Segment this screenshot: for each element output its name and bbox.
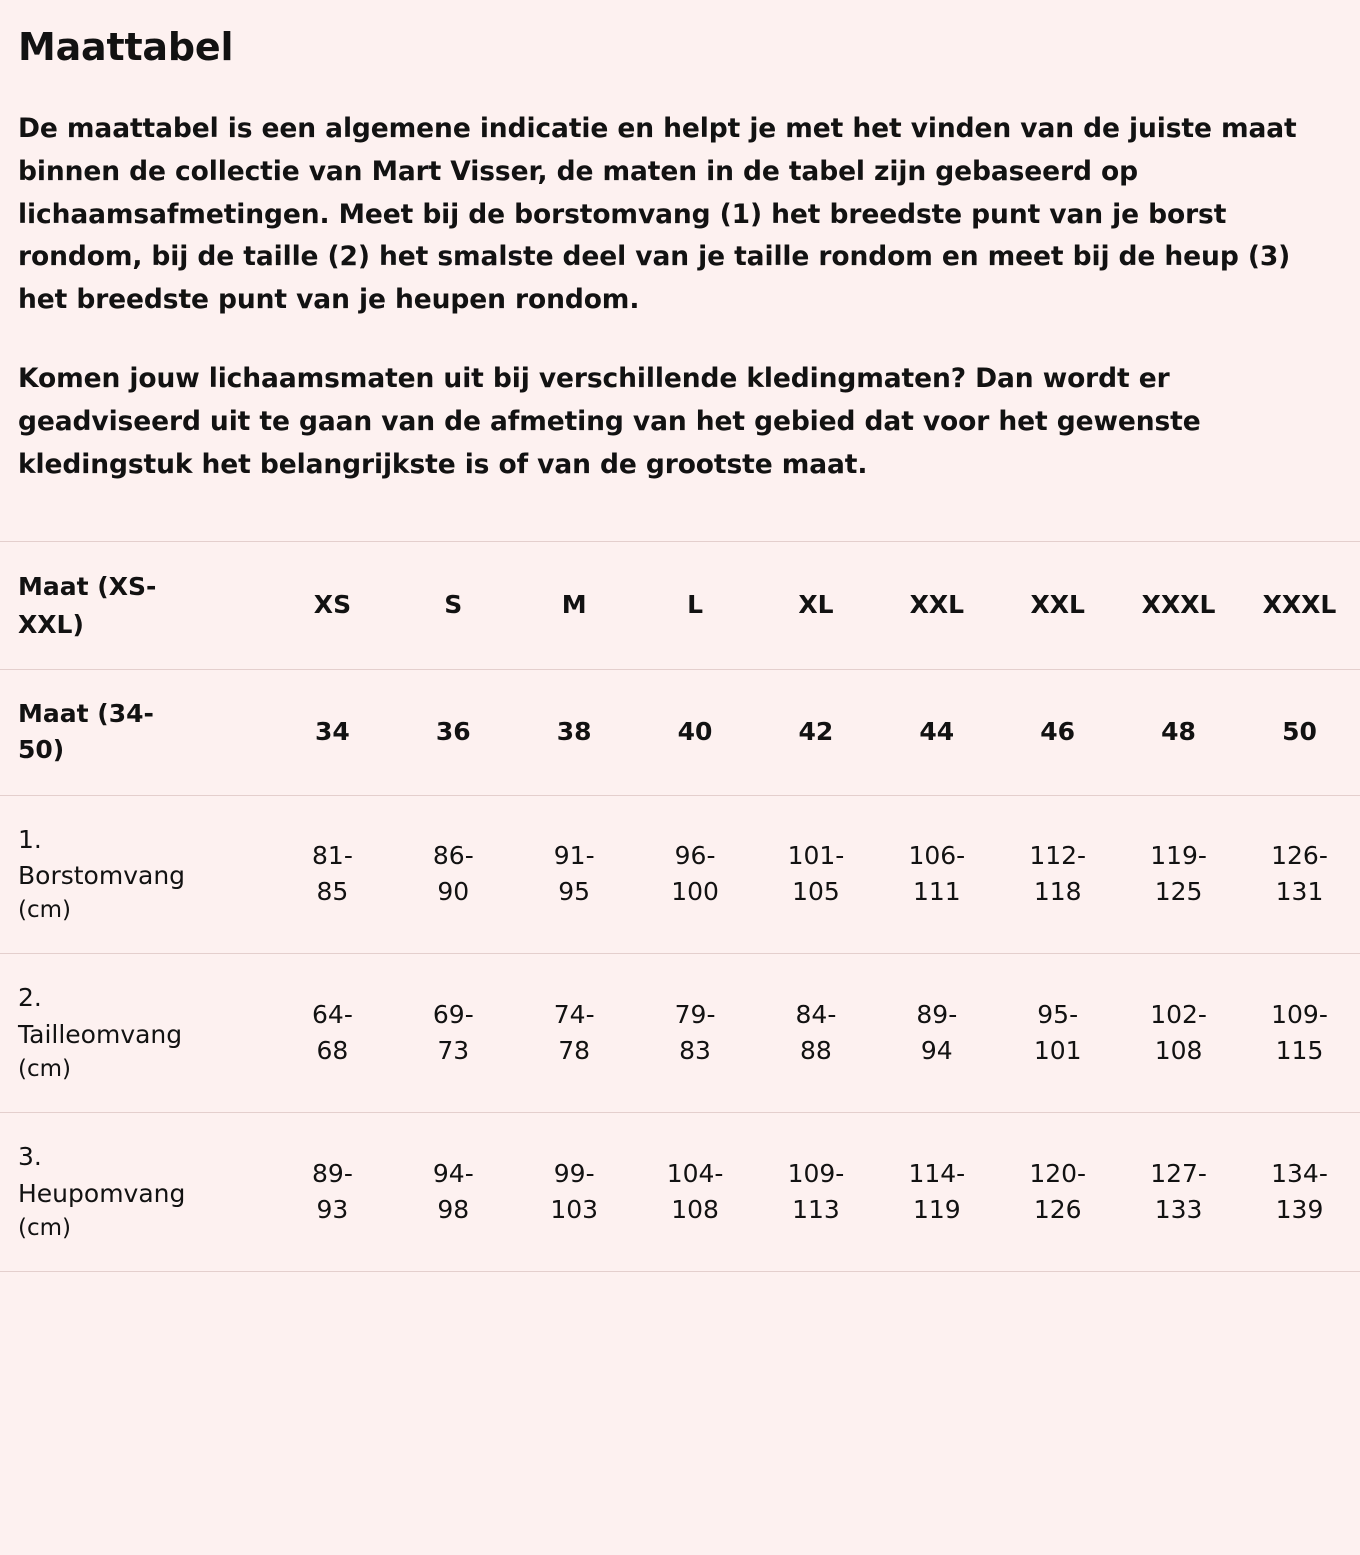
- row-header-size-letters: [0, 542, 272, 670]
- size-letter-cell: S: [444, 590, 463, 620]
- row-header-line-2: Borstomvang: [18, 860, 186, 890]
- range-low: 120-: [1029, 1158, 1087, 1188]
- range-high: 100: [671, 877, 719, 907]
- measurement-cell: [635, 795, 756, 954]
- range-high: 125: [1154, 877, 1203, 907]
- size-letter-cell: XXL: [909, 590, 965, 620]
- range-low: 64-: [312, 1000, 353, 1030]
- size-letter-cell: XXXL: [1262, 590, 1337, 620]
- range-high: 73: [437, 1036, 470, 1066]
- range-low: 84-: [795, 1000, 837, 1030]
- row-header-unit: (cm): [18, 1214, 71, 1241]
- measurement-cell: [272, 1113, 393, 1272]
- range-high: 126: [1033, 1195, 1082, 1225]
- range-high: 78: [558, 1036, 591, 1066]
- size-letter-cell: XXL: [1030, 590, 1085, 620]
- row-header-size-numbers: [0, 670, 272, 796]
- row-header-unit: (cm): [18, 1055, 71, 1082]
- intro-section: [0, 0, 1360, 487]
- range-high: 105: [792, 877, 840, 907]
- range-high: 139: [1275, 1195, 1324, 1225]
- size-number-cell: 48: [1161, 717, 1196, 747]
- range-low: 112-: [1029, 841, 1087, 871]
- range-low: 94-: [432, 1158, 474, 1188]
- row-header-line-1: Maat (XS-: [18, 572, 157, 602]
- measurement-cell: [876, 795, 997, 954]
- measurement-cell: [756, 1113, 877, 1272]
- intro-paragraph-1: De maattabel is een algemene indicatie en helpt je met het vinden van de juiste maat binnen de collectie van Mart Visser, de maten in de tabel zijn gebaseerd op lichaamsafmetingen. Meet bij de borstomvang (1) het breedste punt van je borst rondom, bij de taille (2) het smalste deel van je taille rondom en meet bij de heup (3) het breedste punt van je heupen rondom.: [18, 112, 1297, 316]
- measurement-cell: [1239, 795, 1360, 954]
- size-letter-cell: L: [687, 590, 704, 620]
- size-number-cell: 46: [1040, 717, 1076, 747]
- measurement-cell: [393, 954, 514, 1113]
- row-header-line-2: 50): [18, 735, 65, 765]
- range-high: 83: [679, 1036, 711, 1066]
- measurement-cell: [997, 1113, 1118, 1272]
- range-high: 103: [550, 1195, 599, 1225]
- size-number-cell: 50: [1282, 717, 1317, 747]
- range-high: 98: [437, 1195, 470, 1225]
- range-low: 89-: [916, 1000, 958, 1030]
- measurement-cell: [756, 795, 877, 954]
- size-number-cell: 34: [315, 717, 350, 747]
- range-high: 68: [316, 1036, 349, 1066]
- measurement-cell: [393, 795, 514, 954]
- range-high: 85: [316, 877, 349, 907]
- row-header-hip: [0, 1113, 272, 1272]
- range-high: 113: [792, 1195, 840, 1225]
- range-high: 118: [1033, 877, 1082, 907]
- size-letter-cell: XXXL: [1141, 590, 1216, 620]
- range-low: 126-: [1271, 841, 1328, 871]
- range-low: 119-: [1150, 841, 1207, 871]
- range-low: 109-: [1271, 1000, 1328, 1030]
- measurement-cell: [1239, 1113, 1360, 1272]
- size-letter-cell: XL: [798, 590, 834, 620]
- intro-paragraph-2: Komen jouw lichaamsmaten uit bij verschillende kledingmaten? Dan wordt er geadviseerd uit te gaan van de afmeting van het gebied dat voor het gewenste kledingstuk het belangrijkste is of van de grootste maat.: [18, 363, 1201, 481]
- measurement-cell: [1239, 954, 1360, 1113]
- measurement-cell: [272, 795, 393, 954]
- measurement-cell: [514, 1113, 635, 1272]
- size-number-cell: 40: [677, 717, 713, 747]
- range-high: 101: [1033, 1036, 1082, 1066]
- range-high: 119: [912, 1195, 961, 1225]
- range-low: 69-: [432, 1000, 474, 1030]
- table-row: [0, 954, 1360, 1113]
- measurement-cell: [393, 1113, 514, 1272]
- row-header-unit: (cm): [18, 897, 71, 924]
- range-low: 102-: [1150, 1000, 1207, 1030]
- range-low: 109-: [787, 1158, 845, 1188]
- measurement-cell: [756, 954, 877, 1113]
- row-header-line-2: Tailleomvang: [18, 1019, 183, 1049]
- measurement-cell: [514, 795, 635, 954]
- range-low: 96-: [674, 841, 716, 871]
- range-low: 89-: [312, 1158, 353, 1188]
- row-header-line-1: 1.: [18, 824, 42, 854]
- range-low: 81-: [312, 841, 353, 871]
- range-low: 95-: [1037, 1000, 1079, 1030]
- table-row: [0, 795, 1360, 954]
- row-header-waist: [0, 954, 272, 1113]
- measurement-cell: [1118, 795, 1239, 954]
- range-high: 115: [1275, 1036, 1324, 1066]
- table-row: [0, 542, 1360, 670]
- measurement-cell: [272, 954, 393, 1113]
- range-high: 94: [920, 1036, 953, 1066]
- row-header-line-2: Heupomvang: [18, 1178, 186, 1208]
- range-high: 108: [1154, 1036, 1203, 1066]
- measurement-cell: [876, 954, 997, 1113]
- range-high: 88: [800, 1036, 832, 1066]
- range-low: 134-: [1271, 1158, 1328, 1188]
- measurement-cell: [635, 954, 756, 1113]
- size-number-cell: 36: [435, 717, 471, 747]
- row-header-line-2: XXL): [18, 609, 84, 639]
- range-low: 86-: [432, 841, 474, 871]
- range-high: 111: [912, 877, 961, 907]
- range-high: 93: [316, 1195, 349, 1225]
- range-low: 74-: [553, 1000, 595, 1030]
- range-low: 79-: [674, 1000, 716, 1030]
- size-number-cell: 38: [556, 717, 592, 747]
- range-low: 99-: [553, 1158, 595, 1188]
- size-table: [0, 541, 1360, 1272]
- table-row: [0, 1113, 1360, 1272]
- measurement-cell: [635, 1113, 756, 1272]
- page-title: Maattabel: [18, 25, 234, 69]
- range-low: 127-: [1150, 1158, 1207, 1188]
- size-letter-cell: XS: [313, 590, 352, 620]
- range-high: 95: [558, 877, 591, 907]
- size-number-cell: 44: [919, 717, 955, 747]
- row-header-bust: [0, 795, 272, 954]
- row-header-line-1: Maat (34-: [18, 699, 154, 729]
- range-low: 101-: [787, 841, 845, 871]
- measurement-cell: [514, 954, 635, 1113]
- range-low: 114-: [908, 1158, 966, 1188]
- range-high: 133: [1154, 1195, 1203, 1225]
- measurement-cell: [997, 795, 1118, 954]
- size-number-cell: 42: [798, 717, 834, 747]
- size-table-container: [0, 541, 1360, 1272]
- measurement-cell: [1118, 954, 1239, 1113]
- size-letter-cell: M: [561, 590, 587, 620]
- range-high: 90: [437, 877, 470, 907]
- measurement-cell: [997, 954, 1118, 1113]
- row-header-line-1: 2.: [18, 983, 42, 1013]
- measurement-cell: [876, 1113, 997, 1272]
- measurement-cell: [1118, 1113, 1239, 1272]
- range-low: 91-: [553, 841, 595, 871]
- range-low: 104-: [666, 1158, 724, 1188]
- row-header-line-1: 3.: [18, 1142, 42, 1172]
- range-high: 108: [671, 1195, 719, 1225]
- table-row: [0, 670, 1360, 796]
- range-high: 131: [1275, 877, 1324, 907]
- range-low: 106-: [908, 841, 966, 871]
